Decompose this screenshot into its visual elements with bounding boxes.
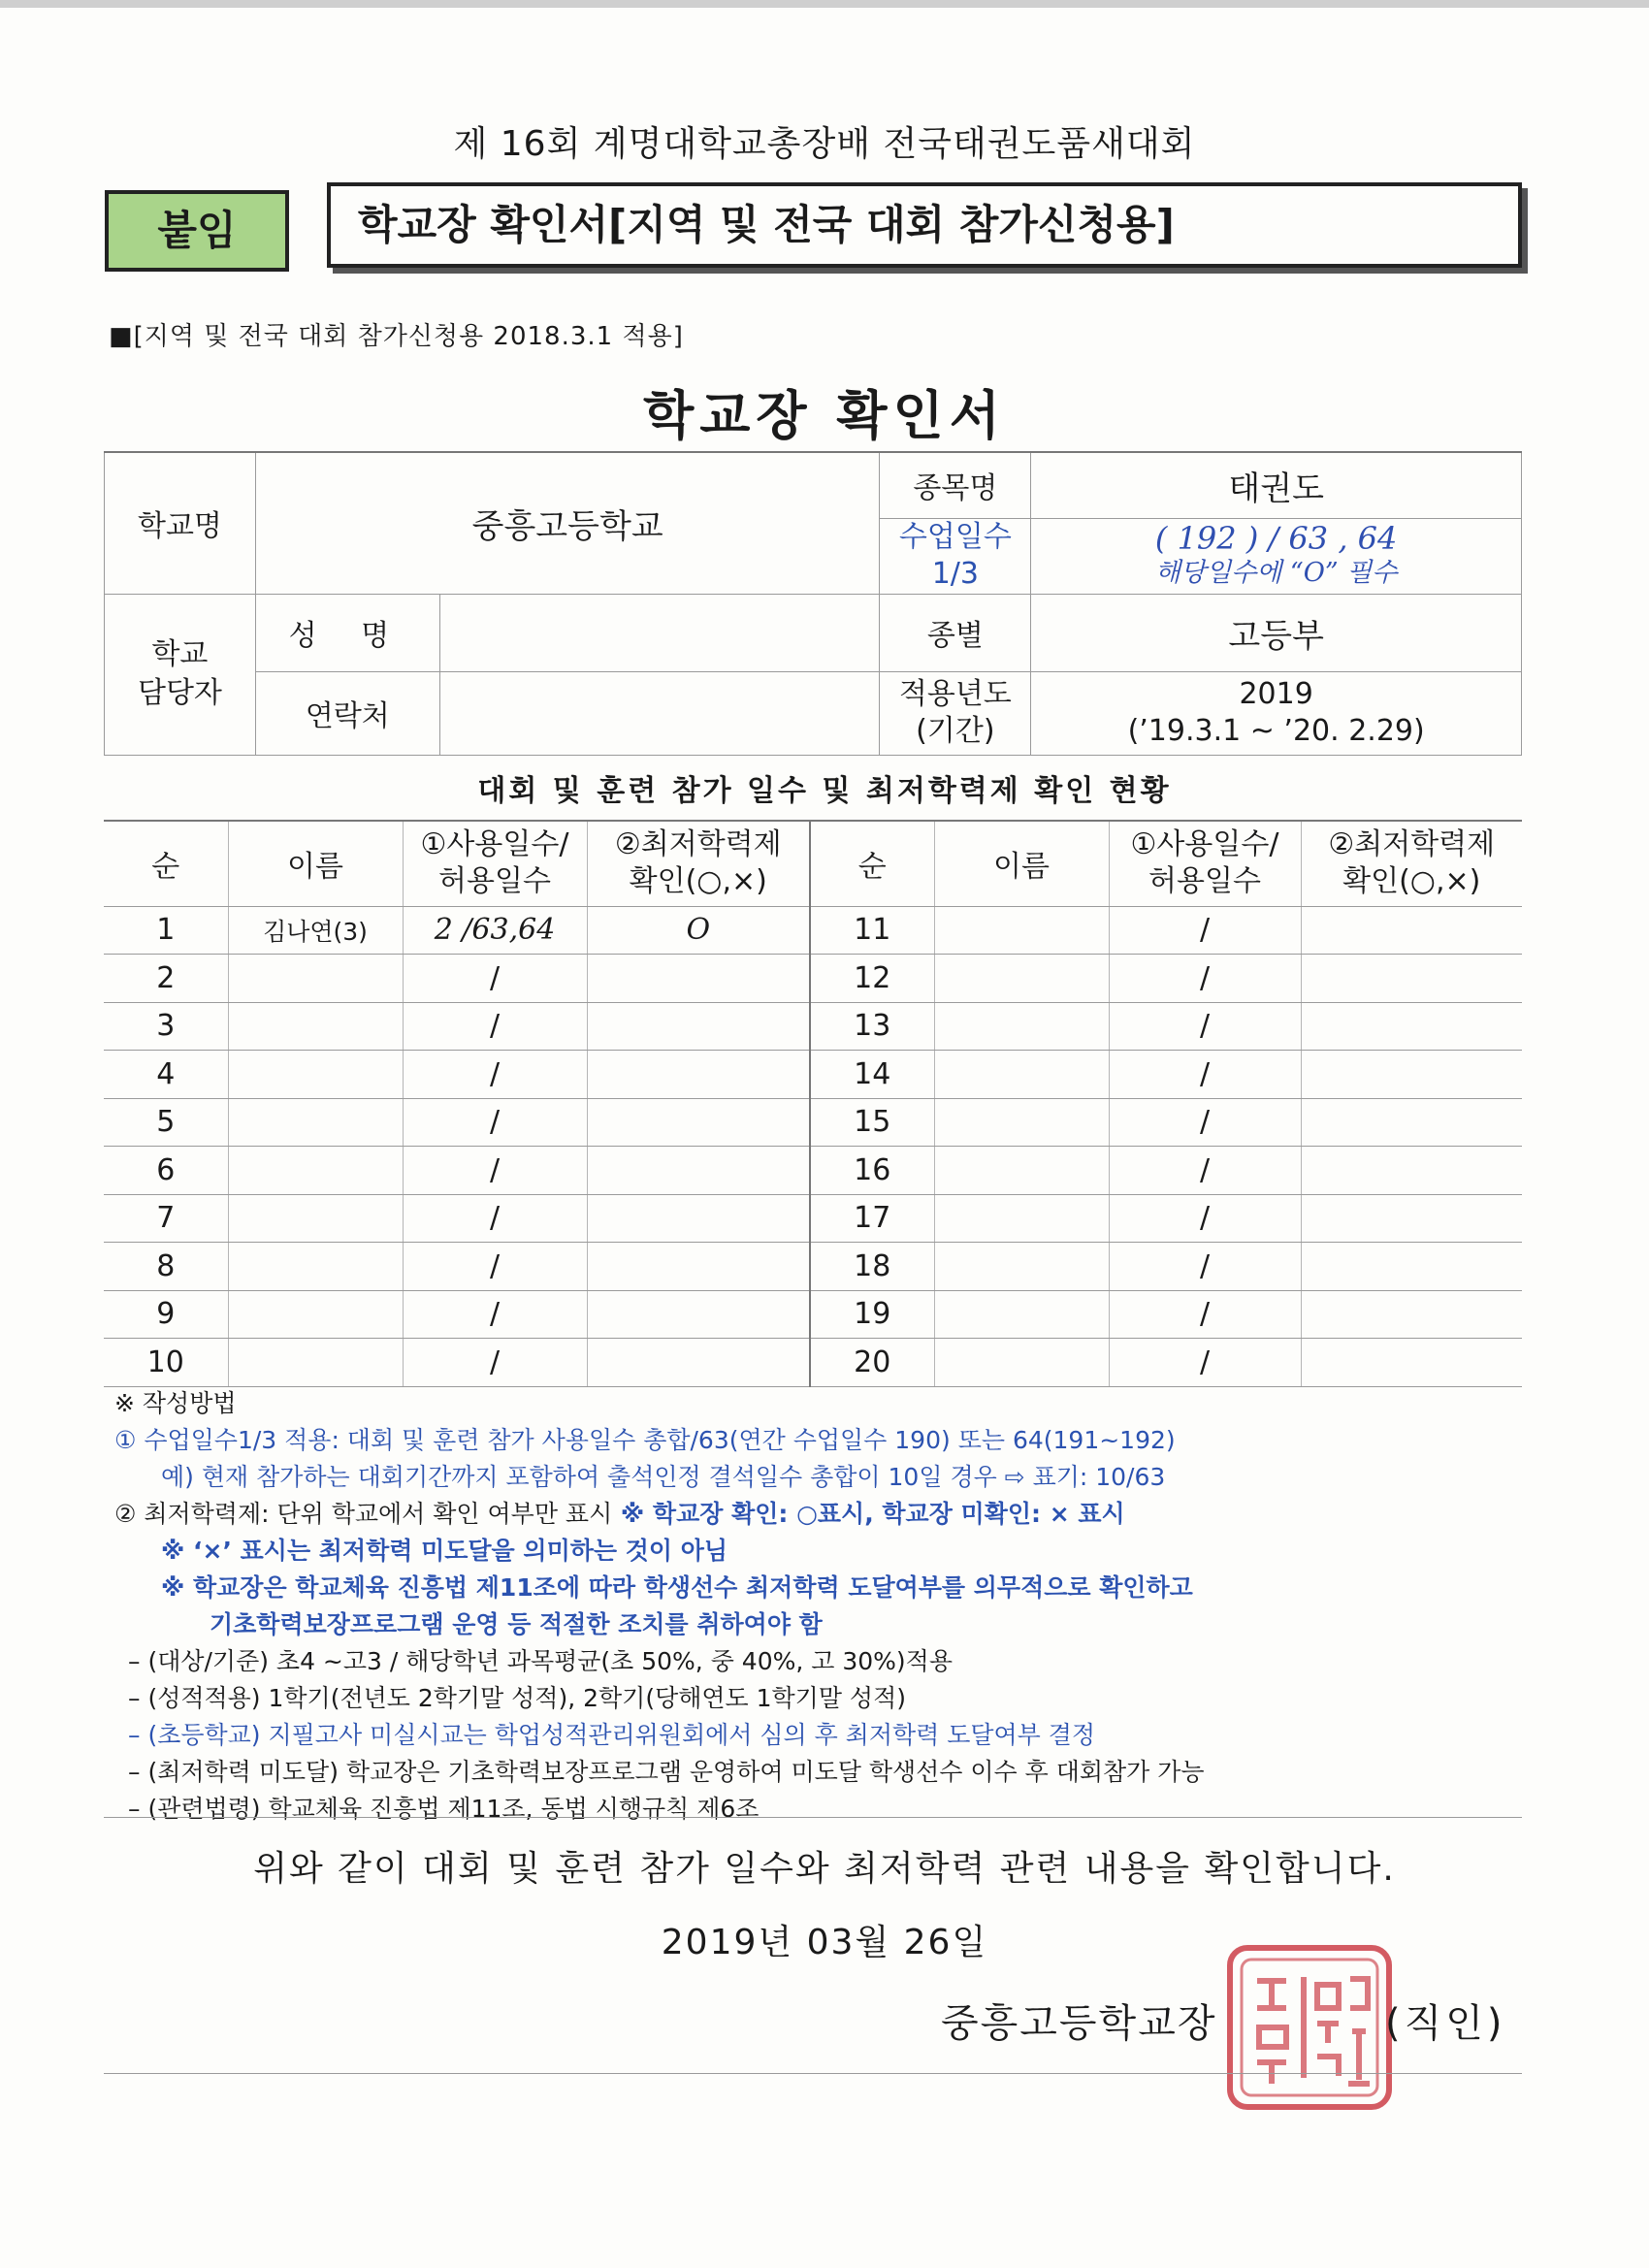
row-min-right	[1301, 955, 1522, 1003]
row-min-right	[1301, 1051, 1522, 1099]
row-min-right	[1301, 1290, 1522, 1339]
table-row	[104, 1194, 1522, 1243]
row-used-right: /	[1109, 1290, 1301, 1339]
table-row	[104, 1002, 1522, 1051]
note-4a: ※ 학교장은 학교체육 진흥법 제11조에 따라 학생선수 최저학력 도달여부를 의무적으로 확인하고	[161, 1573, 1193, 1602]
table-row	[104, 906, 1522, 955]
document-title: 학교장 확인서	[643, 385, 1006, 446]
row-no-left: 6	[104, 1147, 228, 1195]
seal-label: (직인)	[1385, 2001, 1506, 2046]
row-used-left: /	[403, 1051, 587, 1099]
row-min-right	[1301, 1194, 1522, 1243]
issue-date: 2019년 03월 26일	[661, 1923, 988, 1962]
row-name-right	[934, 1098, 1109, 1147]
note-1a: ① 수업일수1/3 적용: 대회 및 훈련 참가 사용일수 총합/63(연간 수업일수 190) 또는 64(191~192)	[114, 1426, 1176, 1454]
row-name-right	[934, 1051, 1109, 1099]
row-min-left	[587, 955, 810, 1003]
table-row	[104, 1290, 1522, 1339]
bottom-divider	[104, 2073, 1522, 2074]
col-no-right: 순	[810, 821, 934, 906]
row-no-right: 13	[810, 1002, 934, 1051]
note-2a-bold: ※ 학교장 확인: ○표시, 학교장 미확인: × 표시	[612, 1500, 1125, 1528]
row-no-right: 14	[810, 1051, 934, 1099]
detail-1: – (대상/기준) 초4 ~고3 / 해당학년 과목평균(초 50%, 중 40%, 고 30%)적용	[128, 1647, 953, 1675]
row-no-left: 10	[104, 1339, 228, 1387]
class-days-note: 해당일수에 “O” 필수	[1154, 558, 1398, 588]
row-no-right: 20	[810, 1339, 934, 1387]
row-name-left	[228, 1194, 403, 1243]
staff-name-label: 성 명	[255, 594, 439, 671]
row-used-left: /	[403, 1002, 587, 1051]
row-min-left	[587, 1098, 810, 1147]
row-name-left	[228, 1290, 403, 1339]
table-row	[104, 1098, 1522, 1147]
staff-label	[105, 594, 256, 755]
info-table	[104, 451, 1522, 756]
row-used-right: /	[1109, 1147, 1301, 1195]
table-row	[104, 1147, 1522, 1195]
staff-name-value	[439, 594, 880, 671]
row-min-right	[1301, 1002, 1522, 1051]
row-name-right	[934, 955, 1109, 1003]
note-2a	[114, 1496, 1540, 1533]
class-days-label-line2: 1/3	[931, 557, 979, 591]
row-no-right: 12	[810, 955, 934, 1003]
row-min-left	[587, 1147, 810, 1195]
attachment-tag: 붙임	[105, 190, 289, 272]
row-no-right: 19	[810, 1290, 934, 1339]
row-no-left: 7	[104, 1194, 228, 1243]
status-section-title: 대회 및 훈련 참가 일수 및 최저학력제 확인 현황	[477, 774, 1172, 808]
year-value	[1031, 671, 1522, 755]
roster-header-row	[104, 821, 1522, 906]
row-used-right: /	[1109, 1194, 1301, 1243]
row-name-left	[228, 1098, 403, 1147]
school-label: 학교명	[105, 452, 256, 594]
instructions-heading: ※ 작성방법	[114, 1389, 237, 1417]
table-row	[104, 1051, 1522, 1099]
row-no-right: 18	[810, 1243, 934, 1291]
row-name-left	[228, 1243, 403, 1291]
row-min-left	[587, 1290, 810, 1339]
row-no-right: 11	[810, 906, 934, 955]
event-title: 제 16회 계명대학교총장배 전국태권도품새대회	[453, 124, 1196, 164]
table-row	[104, 955, 1522, 1003]
row-min-left	[587, 1243, 810, 1291]
class-days-label-line1: 수업일수	[898, 520, 1012, 554]
col-no-left: 순	[104, 821, 228, 906]
col-used-left-line2: 허용일수	[438, 864, 551, 899]
row-no-left: 3	[104, 1002, 228, 1051]
row-no-left: 5	[104, 1098, 228, 1147]
row-min-left: O	[587, 906, 810, 955]
row-name-left	[228, 955, 403, 1003]
detail-5: – (관련법령) 학교체육 진흥법 제11조, 동법 시행규칙 제6조	[128, 1795, 760, 1823]
class-days-value	[1031, 518, 1522, 594]
row-used-left: /	[403, 1147, 587, 1195]
staff-contact-label: 연락처	[255, 671, 439, 755]
detail-4: – (최저학력 미도달) 학교장은 기초학력보장프로그램 운영하여 미도달 학생선수 이수 후 대회참가 가능	[128, 1758, 1205, 1786]
row-min-left	[587, 1051, 810, 1099]
division-label: 종별	[880, 594, 1031, 671]
note-1b: 예) 현재 참가하는 대회기간까지 포함하여 출석인정 결석일수 총합이 10일 경우 ⇨ 표기: 10/63	[161, 1463, 1166, 1491]
detail-2: – (성적적용) 1학기(전년도 2학기말 성적), 2학기(당해연도 1학기말 성적)	[128, 1684, 906, 1712]
row-min-right	[1301, 1243, 1522, 1291]
row-name-right	[934, 906, 1109, 955]
official-seal-icon	[1224, 1942, 1395, 2113]
row-used-left: /	[403, 1098, 587, 1147]
row-name-right	[934, 1339, 1109, 1387]
table-row	[104, 1339, 1522, 1387]
col-used-right-line1: ①사용일수/	[1130, 827, 1279, 862]
row-no-left: 1	[104, 906, 228, 955]
row-min-right	[1301, 906, 1522, 955]
col-name-right: 이름	[934, 821, 1109, 906]
col-used-right	[1109, 821, 1301, 906]
row-min-left	[587, 1002, 810, 1051]
year-value-line2: (’19.3.1 ~ ’20. 2.29)	[1127, 714, 1425, 748]
instructions	[114, 1385, 1540, 1828]
year-label-line2: (기간)	[916, 714, 995, 748]
roster-table	[104, 820, 1522, 1387]
row-name-right	[934, 1147, 1109, 1195]
row-name-left	[228, 1147, 403, 1195]
row-used-left: /	[403, 1194, 587, 1243]
row-no-left: 8	[104, 1243, 228, 1291]
row-name-left: 김나연(3)	[228, 906, 403, 955]
year-label-line1: 적용년도	[898, 677, 1012, 711]
year-label	[880, 671, 1031, 755]
form-subtitle: ■[지역 및 전국 대회 참가신청용 2018.3.1 적용]	[109, 322, 684, 351]
row-used-right: /	[1109, 1339, 1301, 1387]
detail-3: – (초등학교) 지필고사 미실시교는 학업성적관리위원회에서 심의 후 최저학력 도달여부 결정	[128, 1721, 1096, 1749]
row-used-right: /	[1109, 955, 1301, 1003]
row-name-right	[934, 1194, 1109, 1243]
row-no-left: 2	[104, 955, 228, 1003]
divider	[104, 1817, 1522, 1818]
row-used-left: /	[403, 1290, 587, 1339]
row-used-left: /	[403, 1243, 587, 1291]
col-min-left	[587, 821, 810, 906]
row-name-left	[228, 1051, 403, 1099]
col-min-right-line1: ②최저학력제	[1328, 827, 1496, 862]
row-min-right	[1301, 1339, 1522, 1387]
sport-value: 태권도	[1031, 452, 1522, 518]
row-used-right: /	[1109, 1243, 1301, 1291]
row-name-left	[228, 1339, 403, 1387]
confirmation-statement: 위와 같이 대회 및 훈련 참가 일수와 최저학력 관련 내용을 확인합니다.	[253, 1849, 1396, 1889]
table-row	[104, 1243, 1522, 1291]
row-used-right: /	[1109, 1002, 1301, 1051]
row-min-left	[587, 1339, 810, 1387]
row-min-right	[1301, 1098, 1522, 1147]
row-name-right	[934, 1290, 1109, 1339]
division-value: 고등부	[1031, 594, 1522, 671]
staff-contact-value	[439, 671, 880, 755]
class-days-handwritten: ( 192 ) / 63 , 64	[1154, 520, 1398, 557]
col-name-left: 이름	[228, 821, 403, 906]
col-min-left-line2: 확인(○,×)	[629, 864, 767, 899]
row-name-right	[934, 1002, 1109, 1051]
form-banner: 학교장 확인서[지역 및 전국 대회 참가신청용]	[327, 182, 1522, 268]
row-no-right: 15	[810, 1098, 934, 1147]
col-min-right-line2: 확인(○,×)	[1342, 864, 1481, 899]
row-used-left: 2 /63,64	[403, 906, 587, 955]
note-4b: 기초학력보장프로그램 운영 등 적절한 조치를 취하여야 함	[210, 1610, 823, 1638]
year-value-line1: 2019	[1239, 677, 1313, 711]
row-no-right: 17	[810, 1194, 934, 1243]
row-used-left: /	[403, 1339, 587, 1387]
sport-label: 종목명	[880, 452, 1031, 518]
staff-label-line2: 담당자	[137, 676, 222, 710]
school-value: 중흥고등학교	[255, 452, 880, 594]
note-3: ※ ‘×’ 표시는 최저학력 미도달을 의미하는 것이 아님	[161, 1537, 728, 1565]
row-no-left: 9	[104, 1290, 228, 1339]
col-used-left-line1: ①사용일수/	[420, 827, 569, 862]
scan-edge	[0, 0, 1649, 8]
col-used-left	[403, 821, 587, 906]
col-min-right	[1301, 821, 1522, 906]
row-no-left: 4	[104, 1051, 228, 1099]
row-min-right	[1301, 1147, 1522, 1195]
col-min-left-line1: ②최저학력제	[614, 827, 782, 862]
row-no-right: 16	[810, 1147, 934, 1195]
row-name-right	[934, 1243, 1109, 1291]
row-name-left	[228, 1002, 403, 1051]
note-2a-plain: ② 최저학력제: 단위 학교에서 확인 여부만 표시	[114, 1500, 613, 1528]
row-used-right: /	[1109, 1098, 1301, 1147]
principal-signature: 중흥고등학교장	[941, 2001, 1217, 2046]
class-days-label	[880, 518, 1031, 594]
row-used-right: /	[1109, 1051, 1301, 1099]
row-min-left	[587, 1194, 810, 1243]
row-used-right: /	[1109, 906, 1301, 955]
staff-label-line1: 학교	[151, 637, 209, 671]
col-used-right-line2: 허용일수	[1148, 864, 1261, 899]
row-used-left: /	[403, 955, 587, 1003]
